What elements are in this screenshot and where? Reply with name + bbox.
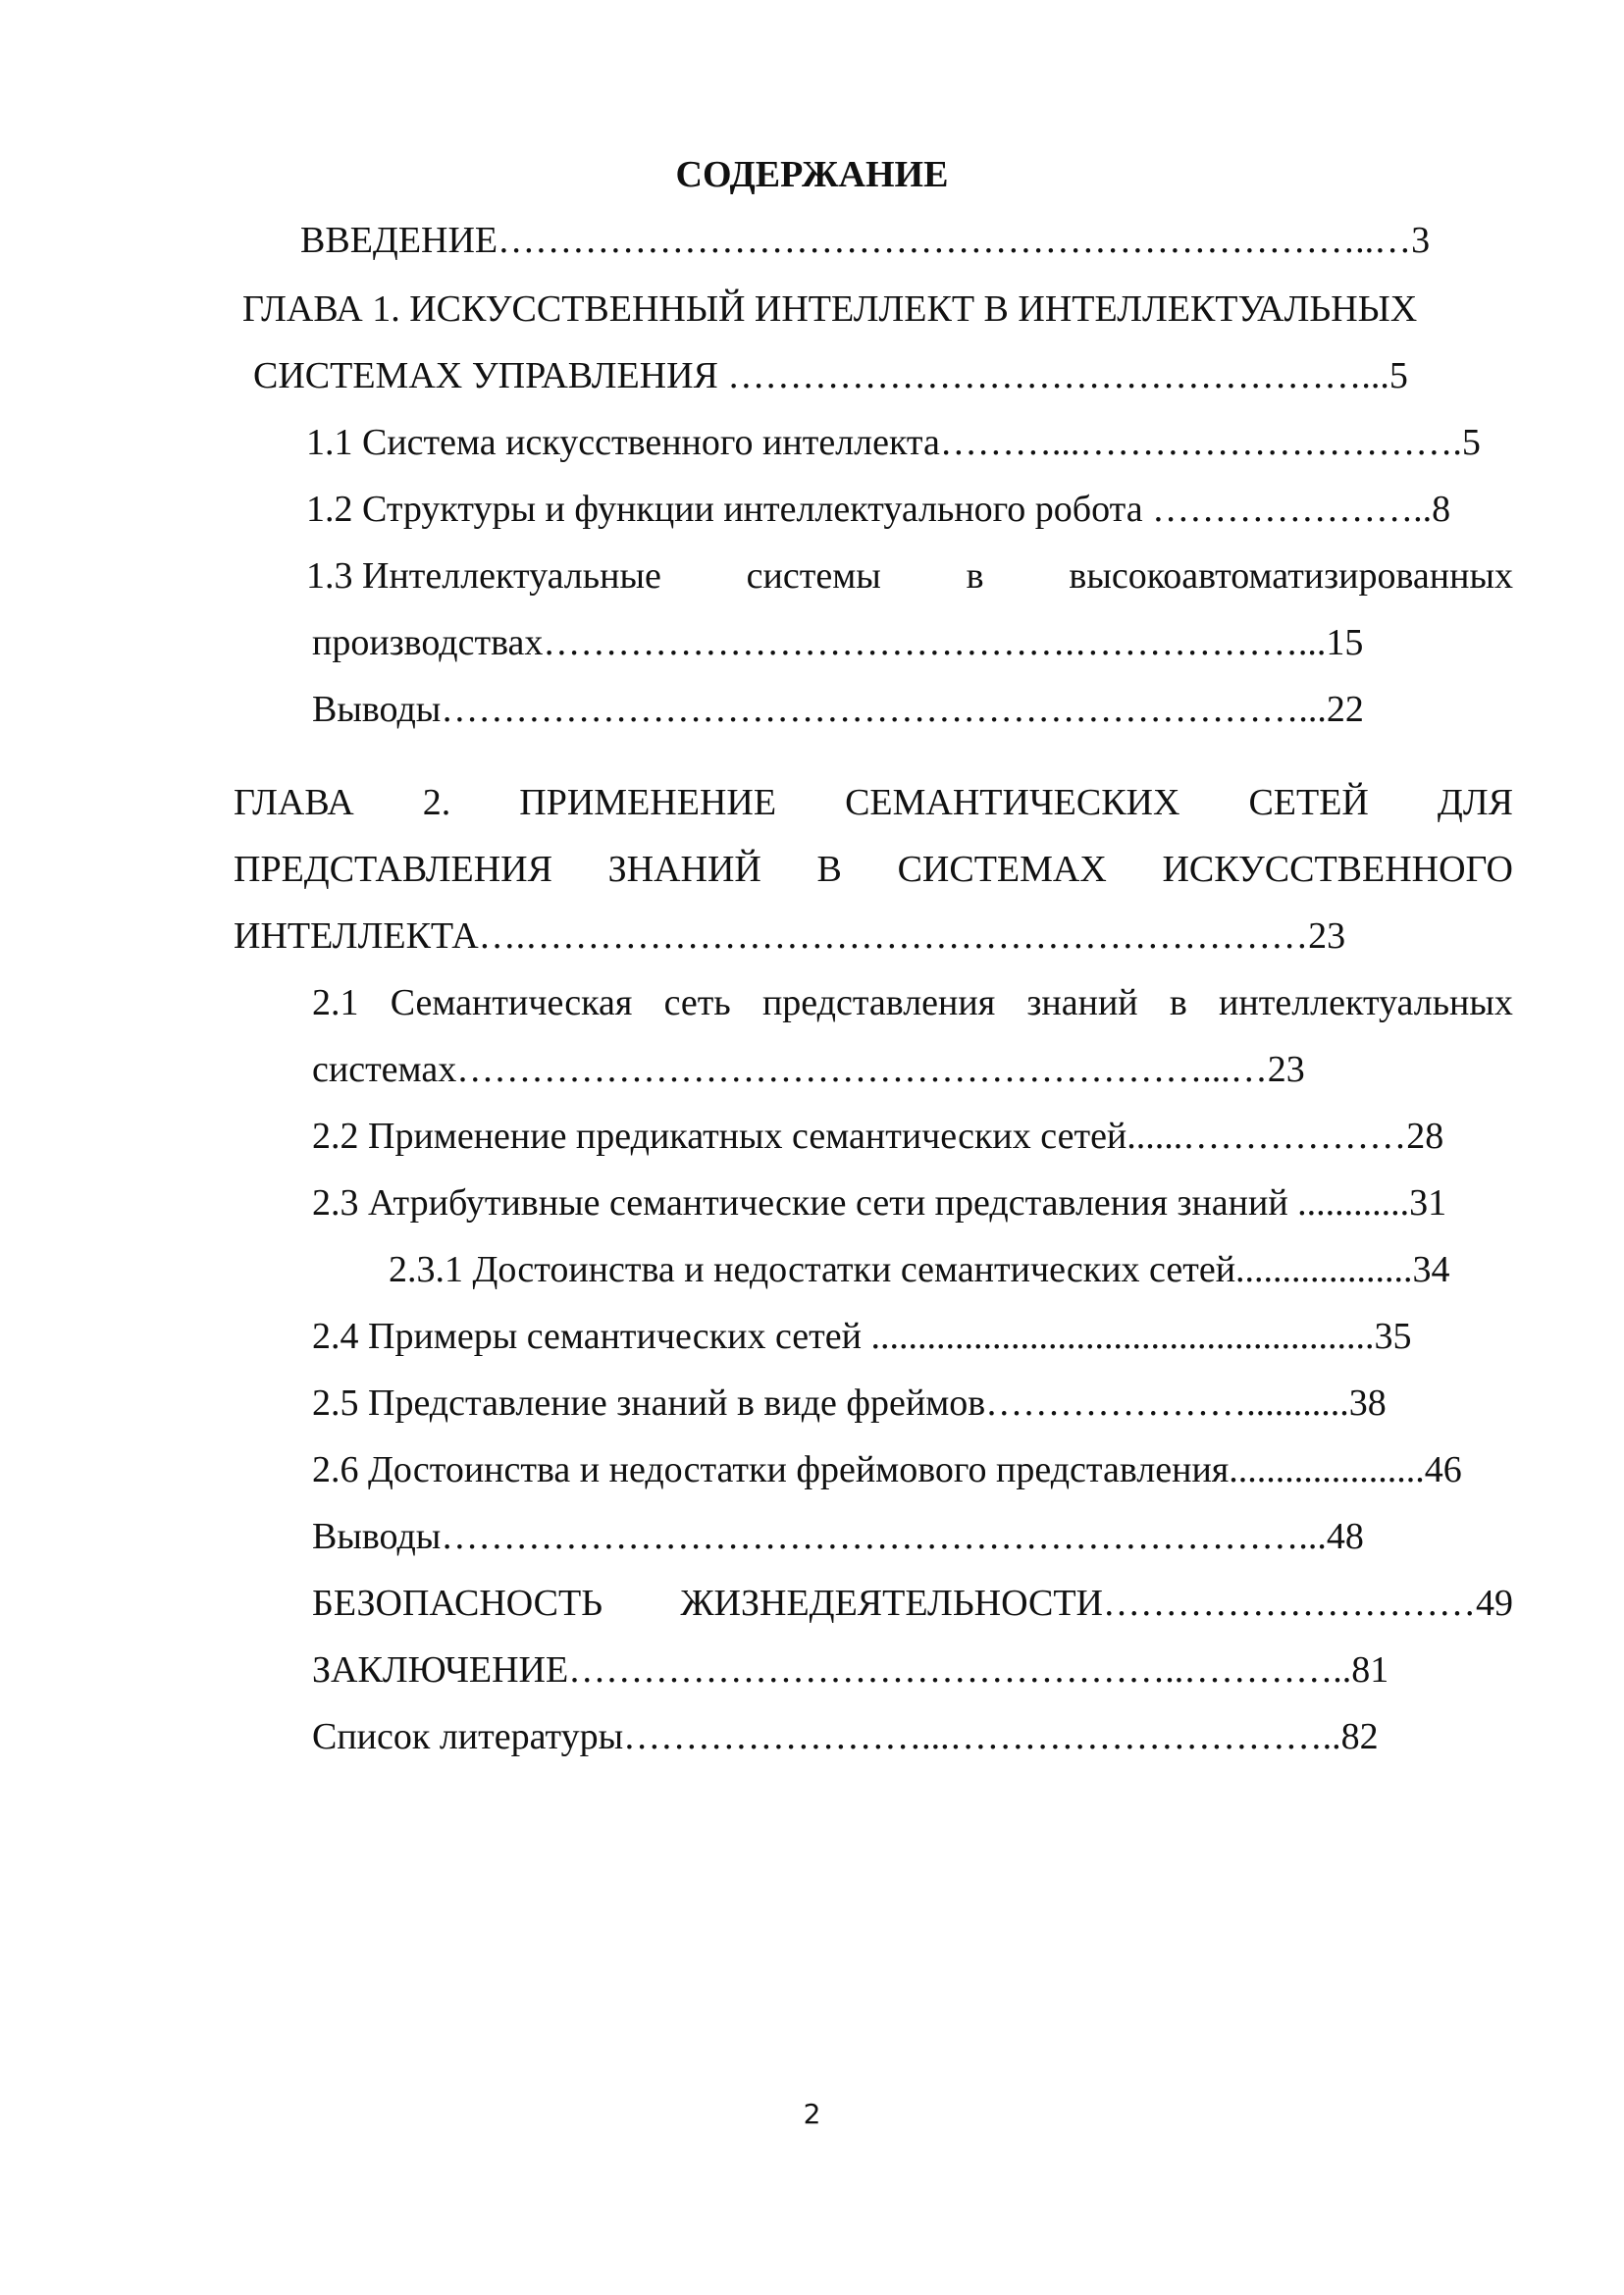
word: ДЛЯ xyxy=(1437,782,1513,823)
toc-entry-chapter-2-conclusions: Выводы……………………………………………………………...48 xyxy=(312,1516,1364,1557)
toc-entry-1-1: 1.1 Система искусственного интеллекта………...………………………….5 xyxy=(306,422,1481,463)
toc-entry-chapter-2-line-3: ИНТЕЛЛЕКТА….………………………………………………………23 xyxy=(234,915,1346,957)
toc-entry-1-3-line-1 xyxy=(306,553,1513,599)
word: СЕТЕЙ xyxy=(1248,782,1369,823)
word: в xyxy=(1169,982,1187,1023)
word: ЖИЗНЕДЕЯТЕЛЬНОСТИ…………………………49 xyxy=(680,1583,1513,1624)
toc-entry-1-3-line-2: производствах…………………………………….………………...15 xyxy=(312,622,1364,663)
word: ПРИМЕНЕНИЕ xyxy=(519,782,777,823)
toc-entry-2-1-line-1 xyxy=(312,980,1513,1025)
word: ПРЕДСТАВЛЕНИЯ xyxy=(234,849,552,890)
toc-entry-2-2: 2.2 Применение предикатных семантических сетей......………………28 xyxy=(312,1116,1444,1157)
word: ИСКУССТВЕННОГО xyxy=(1162,849,1513,890)
toc-entry-2-6: 2.6 Достоинства и недостатки фреймового представления.....................46 xyxy=(312,1449,1462,1490)
toc-entry-2-4: 2.4 Примеры семантических сетей ......................................................35 xyxy=(312,1316,1412,1357)
toc-entry-chapter-1-line-1: ГЛАВА 1. ИСКУССТВЕННЫЙ ИНТЕЛЛЕКТ В ИНТЕЛЛЕКТУАЛЬНЫХ xyxy=(242,288,1418,330)
toc-entry-2-5: 2.5 Представление знаний в виде фреймов…………………...........38 xyxy=(312,1382,1387,1424)
word: СИСТЕМАХ xyxy=(897,849,1107,890)
word: В xyxy=(816,849,842,890)
toc-entry-2-1-line-2: системах……………………………………………………...…23 xyxy=(312,1049,1305,1090)
toc-entry-chapter-1-line-2: СИСТЕМАХ УПРАВЛЕНИЯ ……………………………………………...5 xyxy=(253,355,1408,396)
toc-entry-references: Список литературы……………………...…………………………..82 xyxy=(312,1716,1379,1757)
toc-entry-2-3: 2.3 Атрибутивные семантические сети представления знаний ............31 xyxy=(312,1182,1447,1224)
toc-entry-chapter-2-line-1 xyxy=(234,780,1513,825)
word: Семантическая xyxy=(390,982,633,1023)
toc-entry-2-3-1: 2.3.1 Достоинства и недостатки семантических сетей...................34 xyxy=(389,1249,1450,1290)
word: 2.1 xyxy=(312,982,359,1023)
word: знаний xyxy=(1026,982,1138,1023)
word: представления xyxy=(761,982,996,1023)
toc-entry-1-2: 1.2 Структуры и функции интеллектуального робота …………………..8 xyxy=(306,489,1451,530)
word: ГЛАВА xyxy=(234,782,354,823)
toc-entry-life-safety xyxy=(312,1581,1513,1626)
word: системы xyxy=(746,555,881,597)
toc-title: СОДЕРЖАНИЕ xyxy=(675,154,949,195)
word: высокоавтоматизированных xyxy=(1069,555,1513,597)
toc-entry-conclusion: ЗАКЛЮЧЕНИЕ…………………………………………..…………..81 xyxy=(312,1649,1389,1691)
word: сеть xyxy=(663,982,731,1023)
word: СЕМАНТИЧЕСКИХ xyxy=(845,782,1180,823)
page-number: 2 xyxy=(803,2098,821,2130)
word: БЕЗОПАСНОСТЬ xyxy=(312,1583,603,1624)
word: в xyxy=(966,555,984,597)
word: интеллектуальных xyxy=(1219,982,1513,1023)
word: 1.3 Интеллектуальные xyxy=(306,555,661,597)
toc-entry-intro: ВВЕДЕНИЕ……………………………………………………………..…3 xyxy=(300,220,1431,261)
toc-entry-chapter-2-line-2 xyxy=(234,847,1513,892)
word: ЗНАНИЙ xyxy=(607,849,761,890)
word: 2. xyxy=(422,782,451,823)
toc-entry-chapter-1-conclusions: Выводы……………………………………………………………...22 xyxy=(312,689,1364,730)
